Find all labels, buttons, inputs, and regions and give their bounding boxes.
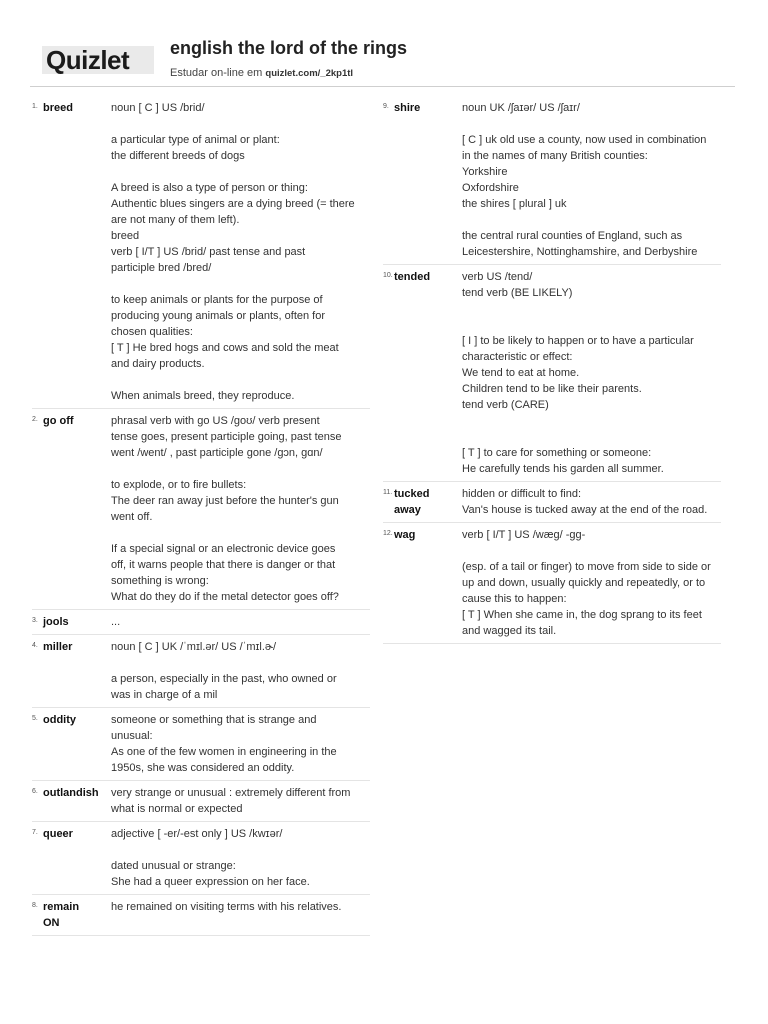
definition-line [462,413,721,429]
entry-definition [462,268,721,477]
definition-line: to keep animals or plants for the purpose of [111,294,323,306]
study-online-line [170,67,353,79]
definition-line: [ I ] to be likely to happen or to have a particular [462,335,694,347]
term-line: outlandish [43,787,99,799]
flashcard-entry [383,523,721,644]
definition-line [111,276,370,292]
definition-line [462,212,721,228]
entry-number: 8. [32,902,38,909]
definition-line: what is normal or expected [111,803,243,815]
definition-line: dated unusual or strange: [111,860,236,872]
term-line: jools [43,616,69,628]
term-line: shire [394,102,421,114]
definition-line: noun UK /ʃaɪər/ US /ʃaɪr/ [462,102,580,114]
definition-line: noun [ C ] UK /ˈmɪl.ər/ US /ˈmɪl.ɚ/ [111,641,277,653]
definition-line: unusual: [111,730,153,742]
entry-term [394,485,462,518]
definition-line: 1950s, she was considered an oddity. [111,762,295,774]
definition-line: producing young animals or plants, often for [111,310,326,322]
definition-line: tend verb (BE LIKELY) [462,287,573,299]
term-line: wag [394,529,416,541]
entry-term [43,412,111,605]
definition-line [462,116,721,132]
page-header [0,0,768,90]
entry-definition [111,99,370,404]
entry-term [43,613,111,630]
term-line: breed [43,102,73,114]
entry-term [43,99,111,404]
quizlet-logo[interactable]: Quizlet [42,46,154,74]
definition-line [111,372,370,388]
definition-line: Oxfordshire [462,182,519,194]
definition-line [111,655,370,671]
definition-line: cause this to happen: [462,593,567,605]
term-line: miller [43,641,73,653]
definition-line: Van's house is tucked away at the end of the road. [462,504,708,516]
definition-line: a person, especially in the past, who owned or [111,673,337,685]
definition-line: in the names of many British counties: [462,150,648,162]
definition-line [462,301,721,317]
definition-line: he remained on visiting terms with his relatives. [111,901,342,913]
definition-line: Authentic blues singers are a dying breed (= there [111,198,355,210]
flashcard-entry [32,781,370,822]
term-line: oddity [43,714,76,726]
definition-line [462,429,721,445]
term-line: go off [43,415,74,427]
entry-definition [462,485,721,518]
definition-line: characteristic or effect: [462,351,573,363]
definition-line: Children tend to be like their parents. [462,383,642,395]
header-divider [30,86,735,87]
definition-line: the central rural counties of England, such as [462,230,683,242]
flashcard-entry [32,822,370,895]
definition-line: He carefully tends his garden all summer. [462,463,664,475]
definition-line [111,525,370,541]
definition-line: (esp. of a tail or finger) to move from side to side or [462,561,711,573]
definition-line: participle bred /bred/ [111,262,212,274]
entry-definition [111,412,370,605]
flashcard-entry [383,265,721,482]
entry-term [43,784,111,817]
entry-number: 10. [383,272,393,279]
definition-line: up and down, usually quickly and repeatedly, or to [462,577,706,589]
definition-line [111,842,370,858]
entry-number: 6. [32,788,38,795]
flashcard-entry [32,895,370,936]
entry-number: 4. [32,642,38,649]
definition-line: went off. [111,511,153,523]
definition-line [462,543,721,559]
entry-term [43,638,111,703]
definition-line: adjective [ -er/-est only ] US /kwɪər/ [111,828,283,840]
definition-line: A breed is also a type of person or thing: [111,182,308,194]
entry-number: 7. [32,829,38,836]
entry-definition [111,711,370,776]
definition-line: a particular type of animal or plant: [111,134,280,146]
right-column [383,96,721,644]
definition-line: verb [ I/T ] US /brid/ past tense and past [111,246,306,258]
definition-line: tend verb (CARE) [462,399,549,411]
entry-definition [111,638,370,703]
definition-line: phrasal verb with go US /ɡoʊ/ verb present [111,415,320,427]
entry-number: 2. [32,416,38,423]
definition-line: went /went/ , past participle gone /ɡɔn, ɡɑn/ [111,447,323,459]
left-column [32,96,370,936]
definition-line: tense goes, present participle going, past tense [111,431,342,443]
definition-line: If a special signal or an electronic device goes [111,543,336,555]
definition-line: hidden or difficult to find: [462,488,582,500]
entry-number: 5. [32,715,38,722]
definition-line: verb [ I/T ] US /wæɡ/ -gg- [462,529,586,541]
entry-definition [462,526,721,639]
term-line: remain [43,901,80,913]
flashcard-entry [383,96,721,265]
study-online-link[interactable]: quizlet.com/_2kp1tl [265,68,354,79]
entry-number: 11. [383,489,393,496]
definition-line: [ C ] uk old use a county, now used in combination [462,134,707,146]
definition-line: [ T ] When she came in, the dog sprang to its feet [462,609,702,621]
definition-line [111,116,370,132]
flashcard-entry [383,482,721,523]
definition-line: What do they do if the metal detector goes off? [111,591,339,603]
definition-line: and dairy products. [111,358,205,370]
definition-line [462,317,721,333]
entry-term [394,268,462,477]
definition-line: ... [111,616,121,628]
definition-line [111,164,370,180]
entry-term [394,526,462,639]
definition-line: [ T ] to care for something or someone: [462,447,652,459]
entry-definition [111,613,370,630]
term-line: tucked [394,488,430,500]
entry-number: 1. [32,103,38,110]
term-line: queer [43,828,73,840]
definition-line: are not many of them left). [111,214,240,226]
entry-definition [111,784,370,817]
entry-term [43,711,111,776]
flashcard-entry [32,409,370,610]
set-title: english the lord of the rings [170,38,408,58]
definition-line [111,461,370,477]
study-online-label: Estudar on-line em [170,67,266,79]
definition-line: verb US /tend/ [462,271,533,283]
definition-line: to explode, or to fire bullets: [111,479,247,491]
entry-term [394,99,462,260]
entry-number: 9. [383,103,389,110]
flashcard-entry [32,708,370,781]
term-line: ON [43,917,60,929]
definition-line: chosen qualities: [111,326,193,338]
term-line: away [394,504,421,516]
definition-line: She had a queer expression on her face. [111,876,310,888]
entry-definition [462,99,721,260]
definition-line: and wagged its tail. [462,625,557,637]
entry-term [43,898,111,931]
entry-definition [111,898,370,931]
entry-number: 12. [383,530,393,537]
term-line: tended [394,271,431,283]
definition-line: the shires [ plural ] uk [462,198,567,210]
flashcard-entry [32,96,370,409]
entry-definition [111,825,370,890]
definition-line: We tend to eat at home. [462,367,580,379]
entry-number: 3. [32,617,38,624]
definition-line: someone or something that is strange and [111,714,317,726]
definition-line: [ T ] He bred hogs and cows and sold the meat [111,342,339,354]
flashcard-entry [32,610,370,635]
definition-line: breed [111,230,140,242]
definition-line: something is wrong: [111,575,209,587]
definition-line: The deer ran away just before the hunter's gun [111,495,339,507]
definition-line: off, it warns people that there is danger or that [111,559,336,571]
definition-line: noun [ C ] US /brid/ [111,102,205,114]
definition-line: the different breeds of dogs [111,150,245,162]
definition-line: As one of the few women in engineering in the [111,746,337,758]
flashcard-entry [32,635,370,708]
entry-term [43,825,111,890]
definition-line: When animals breed, they reproduce. [111,390,295,402]
definition-line: Yorkshire [462,166,508,178]
definition-line: Leicestershire, Nottinghamshire, and Derbyshire [462,246,698,258]
definition-line: was in charge of a mil [111,689,218,701]
definition-line: very strange or unusual : extremely different from [111,787,351,799]
